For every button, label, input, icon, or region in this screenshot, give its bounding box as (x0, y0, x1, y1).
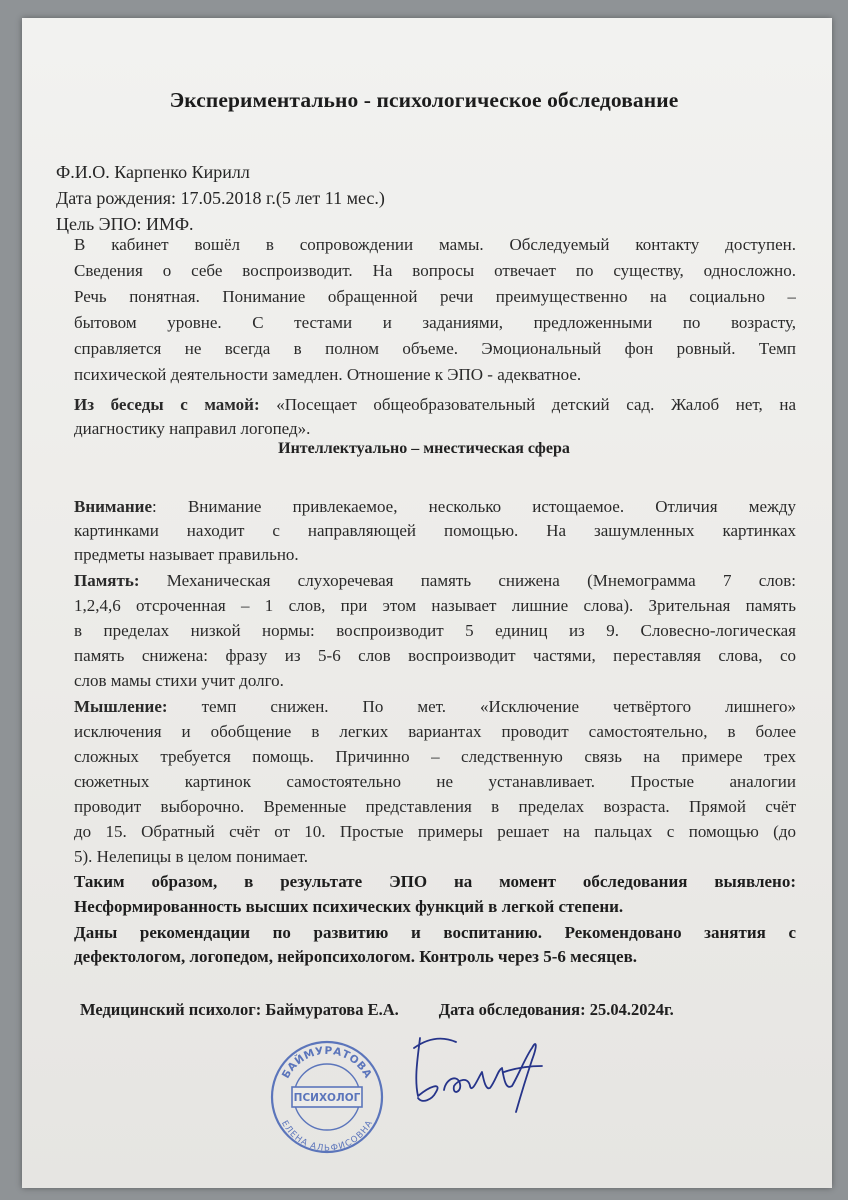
intro-line: В кабинет вошёл в сопровождении мамы. Обследуемый контакту доступен. (74, 235, 796, 254)
conclusion-line: Несформированность высших психических функций в легкой степени. (74, 897, 624, 916)
birth-date-field: Дата рождения: 17.05.2018 г.(5 лет 11 мес.) (56, 188, 385, 208)
intro-line: Речь понятная. Понимание обращенной речи преимущественно на социально – (74, 287, 796, 306)
fio-field: Ф.И.О. Карпенко Кирилл (56, 162, 250, 182)
mother-interview-line (74, 394, 796, 416)
attention-line: картинками находит с направляющей помощью. На зашумленных картинках (74, 521, 796, 540)
thinking-line (74, 696, 796, 718)
stamp-text-bottom: ЕЛЕНА АЛЬФИСОВНА (278, 1119, 376, 1154)
document-title: Экспериментально - психологическое обследование (169, 88, 679, 112)
thinking-label: Мышление: (74, 697, 168, 716)
psychologist-name: Медицинский психолог: Баймуратова Е.А. (80, 1000, 399, 1019)
attention-line: предметы называет правильно. (74, 545, 299, 564)
thinking-line: сложных требуется помощь. Причинно – следственную связь на примере трех (74, 747, 796, 766)
intro-line: бытовом уровне. С тестами и заданиями, предложенными по возрасту, (74, 313, 796, 332)
thinking-line: 5). Нелепицы в целом понимает. (74, 847, 308, 866)
memory-text: Механическая слухоречевая память снижена (Мнемограмма 7 слов: (139, 571, 796, 590)
mother-interview-line: диагностику направил логопед». (74, 419, 311, 438)
thinking-line: сюжетных картинок самостоятельно не устанавливает. Простые аналогии (74, 772, 796, 791)
svg-text:ЕЛЕНА АЛЬФИСОВНА (279, 1119, 375, 1154)
mother-interview-label: Из беседы с мамой: (74, 395, 260, 414)
handwritten-signature (408, 1026, 548, 1116)
attention-line (74, 496, 796, 518)
thinking-text: темп снижен. По мет. «Исключение четвёртого лишнего» (167, 697, 796, 716)
memory-label: Память: (74, 571, 140, 590)
thinking-line: проводит выборочно. Временные представления в пределах возраста. Прямой счёт (74, 797, 796, 816)
memory-line (74, 570, 796, 592)
psychologist-stamp (268, 1038, 386, 1156)
intro-line: Сведения о себе воспроизводит. На вопросы отвечает по существу, односложно. (74, 261, 796, 280)
conclusion-line: дефектологом, логопедом, нейропсихологом. Контроль через 5-6 месяцев. (74, 947, 638, 966)
memory-line: 1,2,4,6 отсроченная – 1 слов, при этом называет лишние слова). Зрительная память (74, 596, 796, 615)
thinking-line: исключения и обобщение в легких вариантах проводит самостоятельно, в более (74, 722, 796, 741)
exam-date: Дата обследования: 25.04.2024г. (438, 1000, 674, 1019)
memory-line: память снижена: фразу из 5-6 слов воспроизводит частями, переставляя слова, со (74, 646, 796, 665)
mother-interview-text: «Посещает общеобразовательный детский сад. Жалоб нет, на (259, 395, 796, 414)
memory-line: слов мамы стихи учит долго. (74, 671, 284, 690)
section-title: Интеллектуально – мнестическая сфера (278, 440, 570, 457)
stamp-text-top: БАЙМУРАТОВА (279, 1044, 375, 1081)
attention-label: Внимание (74, 497, 153, 516)
memory-line: в пределах низкой нормы: воспроизводит 5 единиц из 9. Словесно-логическая (74, 621, 796, 640)
intro-line: справляется не всегда в полном объеме. Эмоциональный фон ровный. Темп (74, 339, 796, 358)
footer-line (80, 1000, 674, 1020)
attention-text: : Внимание привлекаемое, несколько истощаемое. Отличия между (152, 497, 796, 516)
conclusion-line: Таким образом, в результате ЭПО на момент обследования выявлено: (74, 872, 796, 891)
conclusion-line: Даны рекомендации по развитию и воспитанию. Рекомендовано занятия с (74, 923, 796, 942)
thinking-line: до 15. Обратный счёт от 10. Простые примеры решает на пальцах с помощью (до (74, 822, 796, 841)
intro-line: психической деятельности замедлен. Отношение к ЭПО - адекватное. (74, 365, 582, 384)
stamp-text-center: ПСИХОЛОГ (293, 1092, 361, 1104)
goal-field: Цель ЭПО: ИМФ. (56, 214, 194, 234)
svg-text:БАЙМУРАТОВА (280, 1045, 374, 1081)
